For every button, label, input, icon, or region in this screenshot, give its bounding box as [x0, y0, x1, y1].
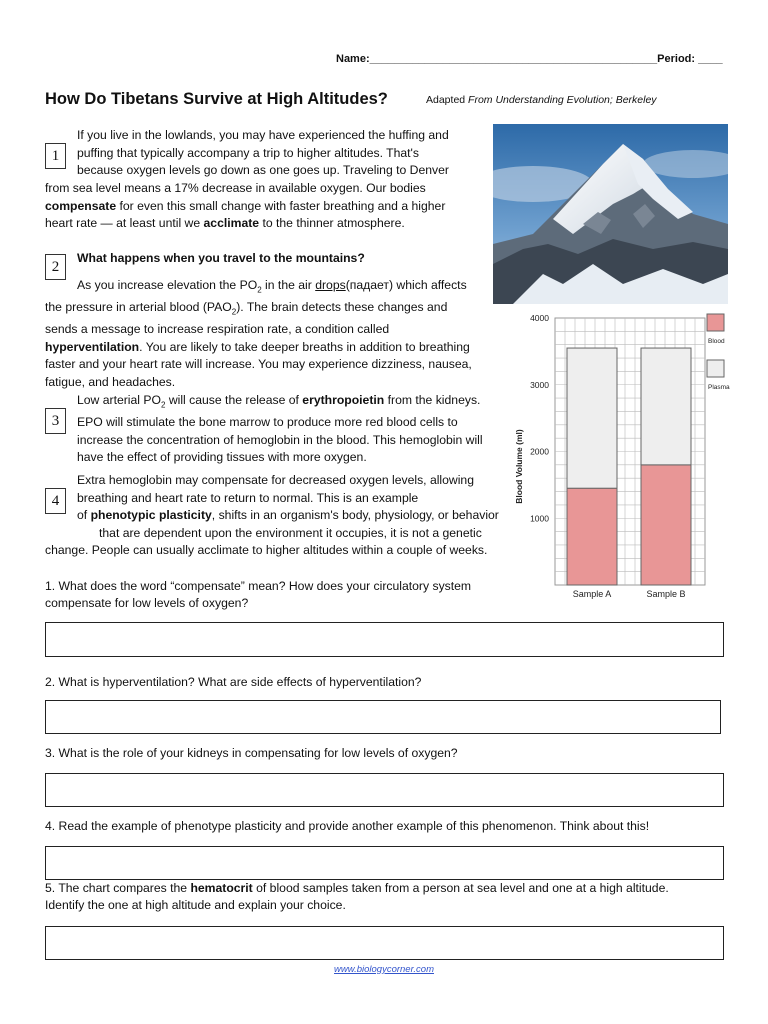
source-prefix: Adapted — [426, 94, 469, 106]
section-number-2: 2 — [45, 254, 66, 280]
y-tick-label: 2000 — [530, 446, 549, 457]
p3-line-3: increase the concentration of hemoglobin in the blood. This hemoglobin will — [77, 432, 483, 447]
question-3: 3. What is the role of your kidneys in compensating for low levels of oxygen? — [45, 746, 458, 760]
paragraph-4-top — [77, 472, 517, 542]
bar-blood-1 — [567, 488, 617, 585]
p3-l1a: Low arterial PO — [77, 393, 161, 407]
p3-po2-sub: 2 — [161, 400, 166, 410]
q5-pre: 5. The chart compares the — [45, 881, 191, 895]
p1-line-1: If you live in the lowlands, you may have experienced the huffing and — [77, 128, 449, 142]
p1-line-4: from sea level means a 17% decrease in available oxygen. Our bodies — [45, 181, 426, 195]
po2-sub: 2 — [257, 285, 262, 295]
section-2-heading: What happens when you travel to the mountains? — [77, 251, 365, 265]
answer-box-5[interactable] — [45, 926, 724, 960]
answer-box-4[interactable] — [45, 846, 724, 880]
p2-line-2 — [45, 299, 490, 321]
q5-post: of blood samples taken from a person at sea level and one at a high altitude. — [252, 881, 669, 895]
p2-l2b: ). The brain detects these changes and — [236, 300, 448, 315]
legend-label-plasma: Plasma — [708, 384, 730, 391]
p1-line-6 — [45, 215, 490, 233]
question-1 — [45, 578, 525, 612]
p3-line-2: EPO will stimulate the bone marrow to produce more red blood cells to — [77, 415, 458, 430]
pao2-sub: 2 — [231, 307, 237, 317]
acclimate-term: acclimate — [203, 216, 260, 231]
hematocrit-term: hematocrit — [190, 881, 253, 895]
paragraph-2 — [45, 277, 490, 391]
p4-l3a: of — [77, 508, 91, 523]
source-credit — [426, 94, 657, 106]
bar-plasma-1 — [567, 348, 617, 488]
p2-line-1 — [45, 277, 490, 299]
q5-line-2: Identify the one at high altitude and explain your choice. — [45, 898, 346, 912]
p4-line-1: Extra hemoglobin may compensate for decreased oxygen levels, allowing — [77, 473, 474, 487]
p4-line-3 — [77, 507, 517, 525]
y-axis-label: Blood Volume (ml) — [514, 429, 524, 504]
question-5 — [45, 880, 735, 914]
p1-line-6-pre: heart rate — at least until we — [45, 216, 204, 231]
y-tick-label: 1000 — [530, 513, 549, 524]
answer-box-3[interactable] — [45, 773, 724, 807]
legend-label-blood: Blood — [708, 338, 725, 345]
p1-line-3: because oxygen levels go down as one goes up. Traveling to Denver — [77, 163, 449, 178]
p4-line-5: change. People can usually acclimate to higher altitudes within a couple of weeks. — [45, 543, 488, 557]
name-period-line — [336, 53, 723, 65]
question-2: 2. What is hyperventilation? What are side effects of hyperventilation? — [45, 675, 422, 689]
section-number-3: 3 — [45, 408, 66, 434]
p2-line-6: fatigue, and headaches. — [45, 374, 176, 389]
compensate-term: compensate — [45, 198, 117, 213]
question-4: 4. Read the example of phenotype plasticity and provide another example of this phenomenon. Think about this! — [45, 819, 650, 833]
legend-swatch-blood — [707, 314, 724, 331]
p2-l2a: the pressure in arterial blood (PAO — [45, 300, 232, 315]
bar-blood-2 — [641, 465, 691, 585]
x-tick-label: Sample A — [572, 589, 612, 599]
p1-line-5-rest: for even this small change with faster breathing and a higher — [116, 198, 446, 213]
p3-line-4: have the effect of providing tissues with more oxygen. — [77, 450, 367, 465]
bar-plasma-2 — [641, 348, 691, 465]
p4-line-2: breathing and heart rate to return to normal. This is an example — [77, 490, 419, 505]
q1-line-1: 1. What does the word “compensate” mean? How does your circulatory system — [45, 579, 472, 593]
p2-line-3: sends a message to increase respiration rate, a condition called — [45, 322, 390, 337]
paragraph-4-bottom — [45, 542, 515, 560]
mountain-photo — [493, 124, 728, 304]
section-number-1: 1 — [45, 143, 66, 169]
p3-l1c: from the kidneys. — [384, 393, 481, 407]
p4-l3b: , shifts in an organism's body, physiology, or behavior — [211, 508, 499, 523]
p3-line-1 — [77, 392, 507, 414]
paragraph-1-top — [77, 127, 487, 180]
y-tick-label: 4000 — [530, 313, 549, 323]
answer-box-1[interactable] — [45, 622, 724, 657]
p2-l1a: As you increase elevation the PO — [77, 278, 258, 292]
p2-line-5: faster and your heart rate will increase. You may experience dizziness, nausea, — [45, 357, 472, 372]
drops-translation: (падает) — [345, 278, 394, 292]
q5-line-1 — [45, 880, 735, 897]
footer-link[interactable]: www.biologycorner.com — [334, 964, 434, 975]
p2-line-4 — [45, 339, 490, 357]
name-label[interactable]: Name:_______________________________________________ — [336, 53, 658, 65]
section-number-4: 4 — [45, 488, 66, 514]
source-name: From Understanding Evolution; Berkeley — [468, 94, 657, 106]
q1-line-2: compensate for low levels of oxygen? — [45, 596, 249, 610]
legend-swatch-plasma — [707, 360, 724, 377]
answer-box-2[interactable] — [45, 700, 721, 734]
p1-line-5 — [45, 198, 490, 216]
p2-l1c: which affects — [393, 278, 467, 292]
y-tick-label: 3000 — [530, 379, 549, 390]
p3-l1b: will cause the release of — [165, 393, 303, 407]
p2-l4-rest: . You are likely to take deeper breaths in addition to breathing — [139, 339, 470, 354]
page-title: How Do Tibetans Survive at High Altitudes? — [45, 90, 388, 108]
p4-line-4: that are dependent upon the environment it occupies, it is not a genetic — [99, 525, 482, 540]
hyperventilation-term: hyperventilation — [45, 339, 140, 354]
mountain-image — [493, 124, 728, 304]
drops-word: drops — [315, 278, 346, 292]
p1-line-6-post: to the thinner atmosphere. — [259, 216, 405, 231]
paragraph-3 — [77, 392, 507, 467]
erythropoietin-term: erythropoietin — [302, 393, 385, 407]
period-label[interactable]: Period: ____ — [657, 53, 723, 65]
p2-l1b: in the air — [261, 278, 316, 292]
phenotypic-plasticity-term: phenotypic plasticity — [90, 508, 212, 523]
hematocrit-chart — [505, 308, 745, 603]
x-tick-label: Sample B — [646, 589, 686, 599]
paragraph-1-bottom — [45, 180, 490, 233]
p1-line-2: puffing that typically accompany a trip to higher altitudes. That's — [77, 145, 419, 160]
